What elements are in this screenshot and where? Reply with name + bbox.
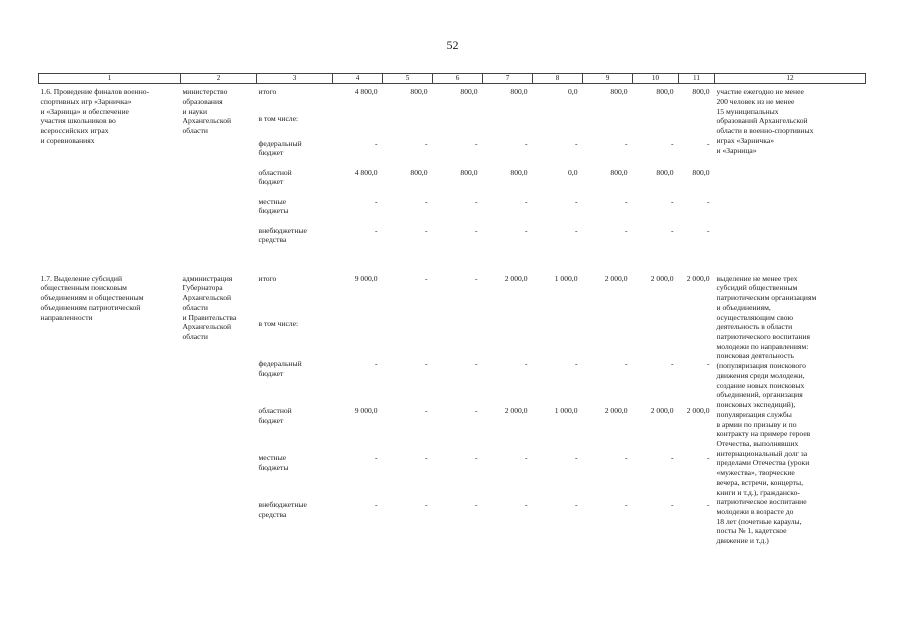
- value-cell: -: [374, 138, 378, 148]
- value-cell: 4 800,0: [354, 167, 378, 177]
- value-cell: 2 000,0: [604, 273, 628, 283]
- value-cell: [633, 113, 679, 138]
- source-label: в том числе:: [258, 318, 299, 328]
- value-cell: 1 000,0: [554, 273, 578, 283]
- value-cell: -: [670, 225, 674, 235]
- column-header: 2: [181, 74, 257, 84]
- source-label: итого: [258, 87, 277, 97]
- value-cell: -: [474, 138, 478, 148]
- column-number-header: [39, 74, 866, 84]
- value-cell: -: [624, 225, 628, 235]
- value-cell: -: [574, 452, 578, 462]
- value-cell: 1 000,0: [554, 406, 578, 416]
- value-cell: -: [524, 359, 528, 369]
- column-header: 8: [533, 74, 583, 84]
- value-cell: -: [706, 499, 710, 509]
- source-label: внебюджетные средства: [258, 225, 307, 245]
- value-cell: -: [424, 499, 428, 509]
- value-cell: 800,0: [460, 167, 478, 177]
- column-header: 4: [333, 74, 383, 84]
- value-cell: -: [670, 196, 674, 206]
- value-cell: 800,0: [656, 87, 674, 97]
- column-header: 3: [257, 74, 333, 84]
- value-cell: -: [574, 359, 578, 369]
- value-cell: 2 000,0: [504, 406, 528, 416]
- source-label: областной бюджет: [258, 406, 292, 425]
- value-cell: 9 000,0: [354, 273, 378, 283]
- source-label: областной бюджет: [258, 167, 292, 187]
- column-header: 9: [583, 74, 633, 84]
- activity-cell: 1.6. Проведение финалов военно- спортивных игр «Зарничка» и «Зарница» и обеспечение участия школьников во всероссийских играх и соревнованиях: [40, 87, 150, 145]
- value-cell: -: [474, 359, 478, 369]
- value-cell: 800,0: [656, 167, 674, 177]
- value-cell: -: [574, 499, 578, 509]
- value-cell: 800,0: [610, 87, 628, 97]
- column-header: 6: [433, 74, 483, 84]
- value-cell: -: [424, 225, 428, 235]
- value-cell: [333, 318, 383, 358]
- value-cell: 2 000,0: [650, 406, 674, 416]
- value-cell: 800,0: [510, 167, 528, 177]
- column-header: 1: [39, 74, 181, 84]
- column-header: 10: [633, 74, 679, 84]
- row-spacer: [39, 254, 866, 271]
- value-cell: 800,0: [460, 87, 478, 97]
- value-cell: 800,0: [610, 167, 628, 177]
- source-label: местные бюджеты: [258, 452, 289, 472]
- value-cell: 800,0: [692, 87, 710, 97]
- value-cell: -: [524, 452, 528, 462]
- value-cell: -: [424, 359, 428, 369]
- value-cell: -: [624, 452, 628, 462]
- value-cell: -: [424, 406, 428, 416]
- value-cell: 800,0: [410, 87, 428, 97]
- source-label: внебюджетные средства: [258, 499, 307, 519]
- table-row: [39, 271, 866, 318]
- value-cell: 9 000,0: [354, 406, 378, 416]
- value-cell: -: [524, 499, 528, 509]
- value-cell: -: [574, 225, 578, 235]
- table-row: [39, 84, 866, 113]
- value-cell: [583, 318, 633, 358]
- value-cell: -: [524, 225, 528, 235]
- value-cell: -: [706, 452, 710, 462]
- result-cell: участие ежегодно не менее 200 человек из не менее 15 муниципальных образований Архангельской области в военно-спортивных играх «Зарничка» и «Зарница»: [716, 87, 814, 155]
- value-cell: [583, 113, 633, 138]
- value-cell: [483, 318, 533, 358]
- value-cell: -: [524, 138, 528, 148]
- value-cell: -: [474, 196, 478, 206]
- executor-cell: администрация Губернатора Архангельской области и Правительства Архангельской области: [182, 273, 237, 342]
- column-header: 11: [679, 74, 715, 84]
- value-cell: -: [706, 359, 710, 369]
- source-label: местные бюджеты: [258, 196, 289, 216]
- value-cell: -: [670, 359, 674, 369]
- column-header: 12: [715, 74, 866, 84]
- source-label: федеральный бюджет: [258, 359, 302, 378]
- value-cell: -: [424, 452, 428, 462]
- value-cell: -: [706, 196, 710, 206]
- value-cell: [679, 113, 715, 138]
- value-cell: -: [474, 452, 478, 462]
- value-cell: -: [670, 452, 674, 462]
- value-cell: [633, 318, 679, 358]
- value-cell: -: [706, 225, 710, 235]
- value-cell: 2 000,0: [686, 273, 710, 283]
- value-cell: [533, 318, 583, 358]
- value-cell: -: [670, 138, 674, 148]
- value-cell: -: [374, 452, 378, 462]
- value-cell: -: [624, 359, 628, 369]
- source-label: в том числе:: [258, 113, 299, 123]
- value-cell: [333, 113, 383, 138]
- value-cell: 0,0: [568, 167, 578, 177]
- column-header: 7: [483, 74, 533, 84]
- value-cell: -: [474, 273, 478, 283]
- value-cell: -: [574, 196, 578, 206]
- value-cell: 2 000,0: [650, 273, 674, 283]
- value-cell: -: [374, 499, 378, 509]
- value-cell: -: [424, 138, 428, 148]
- document-body: [38, 73, 865, 546]
- value-cell: -: [670, 499, 674, 509]
- value-cell: [433, 318, 483, 358]
- value-cell: 2 000,0: [686, 406, 710, 416]
- value-cell: -: [474, 499, 478, 509]
- program-table: [38, 73, 866, 546]
- value-cell: -: [474, 225, 478, 235]
- source-label: итого: [258, 273, 277, 283]
- value-cell: -: [374, 225, 378, 235]
- value-cell: -: [574, 138, 578, 148]
- value-cell: -: [374, 196, 378, 206]
- page-number: 52: [446, 38, 459, 52]
- value-cell: 2 000,0: [604, 406, 628, 416]
- source-label: федеральный бюджет: [258, 138, 302, 158]
- activity-cell: 1.7. Выделение субсидий общественным поисковым объединениям и общественным объединениям патриотической направленности: [40, 273, 144, 322]
- value-cell: -: [424, 196, 428, 206]
- value-cell: [533, 113, 583, 138]
- value-cell: -: [624, 499, 628, 509]
- result-cell: выделение не менее трех субсидий общественным патриотическим организациям и объединениям, осуществляющим свою деятельность в области патриотического воспитания молодежи по направлениям: поисковая деятельность (популяризация поискового движения среди молодежи, создание новых поисковых объединений, организация поисковых экспедиций), популяризация службы в армии по призыву и по контракту на примере героев Отечества, выполнявших интернациональный долг за пределами Отечества (уроки «мужества», творческие вечера, встречи, концерты, книги и т.д.), гражданско- патриотическое воспитание молодежи в возрасте до 18 лет (почетные караулы, посты № 1, кадетское движение и т.д.): [716, 273, 817, 546]
- value-cell: [433, 113, 483, 138]
- value-cell: 2 000,0: [504, 273, 528, 283]
- value-cell: 800,0: [410, 167, 428, 177]
- value-cell: [383, 113, 433, 138]
- value-cell: 4 800,0: [354, 87, 378, 97]
- value-cell: -: [374, 359, 378, 369]
- value-cell: -: [524, 196, 528, 206]
- value-cell: -: [624, 196, 628, 206]
- value-cell: -: [474, 406, 478, 416]
- value-cell: 800,0: [510, 87, 528, 97]
- value-cell: [679, 318, 715, 358]
- value-cell: 800,0: [692, 167, 710, 177]
- value-cell: -: [706, 138, 710, 148]
- value-cell: -: [424, 273, 428, 283]
- value-cell: -: [624, 138, 628, 148]
- executor-cell: министерство образования и науки Архангельской области: [182, 87, 232, 136]
- value-cell: [483, 113, 533, 138]
- column-header: 5: [383, 74, 433, 84]
- value-cell: [383, 318, 433, 358]
- value-cell: 0,0: [568, 87, 578, 97]
